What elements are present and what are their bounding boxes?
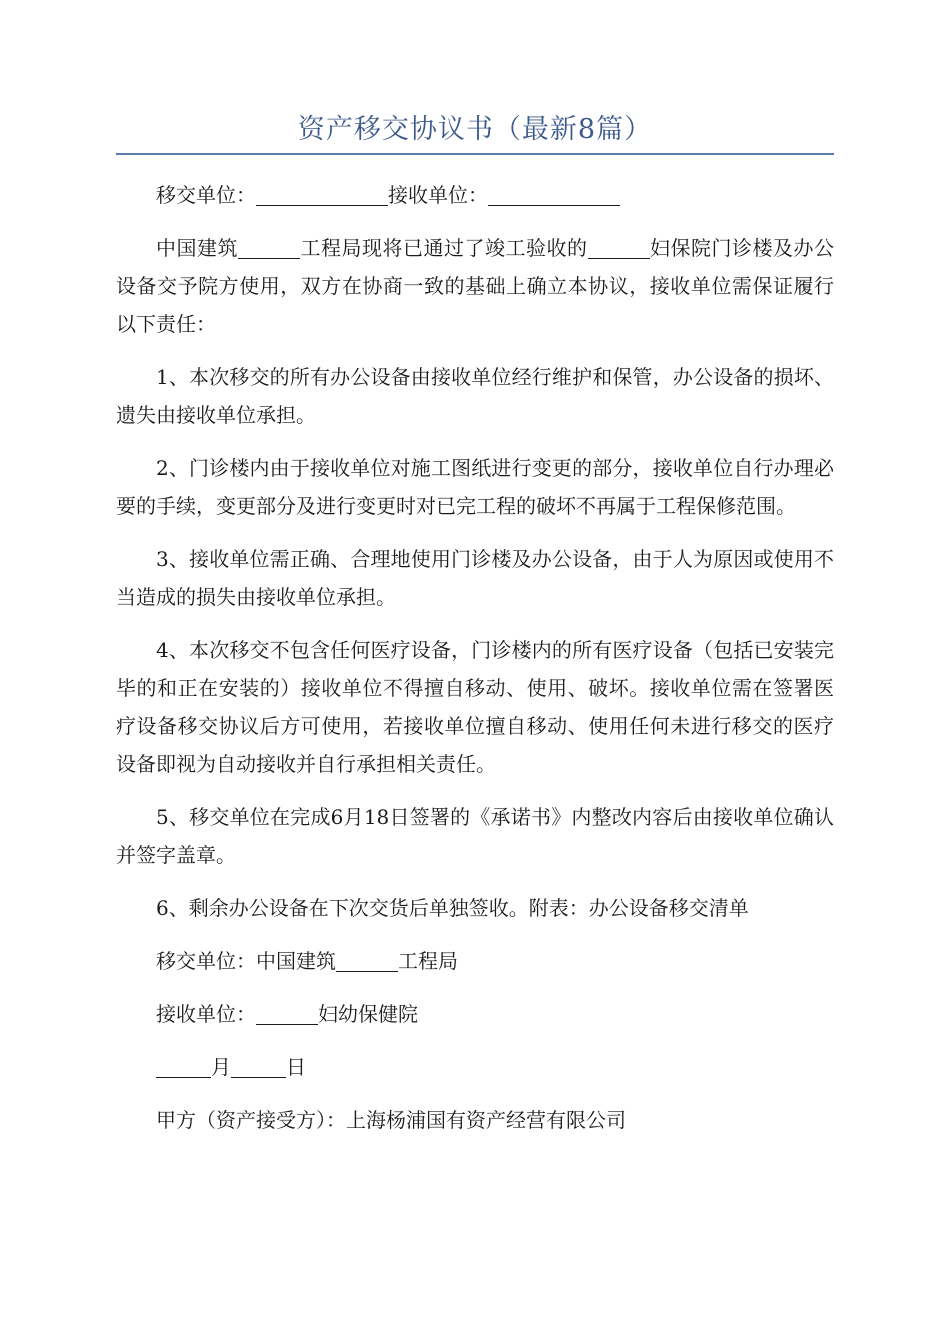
intro-paragraph bbox=[116, 229, 834, 343]
title-underline bbox=[116, 153, 834, 155]
header-line bbox=[116, 176, 834, 214]
transfer-unit-blank bbox=[256, 183, 388, 206]
party-a-line: 甲方（资产接受方）：上海杨浦国有资产经营有限公司 bbox=[156, 1108, 626, 1132]
clause-4: 4、本次移交不包含任何医疗设备，门诊楼内的所有医疗设备（包括已安装完毕的和正在安装的）接收单位不得擅自移动、使用、破坏。接收单位需在签署医疗设备移交协议后方可使用，若接收单位擅自移动、使用任何未进行移交的医疗设备即视为自动接收并自行承担相关责任。 bbox=[116, 638, 834, 776]
signoff-transfer-suffix: 工程局 bbox=[398, 949, 458, 973]
day-blank bbox=[231, 1055, 286, 1078]
signoff-date bbox=[116, 1048, 834, 1086]
signoff-receive-suffix: 妇幼保健院 bbox=[318, 1002, 418, 1026]
receive-unit-label: 接收单位： bbox=[388, 183, 488, 207]
month-label: 月 bbox=[211, 1055, 231, 1079]
clause-1: 1、本次移交的所有办公设备由接收单位经行维护和保管，办公设备的损坏、遗失由接收单位承担。 bbox=[116, 365, 834, 427]
signoff-receive-unit bbox=[116, 995, 834, 1033]
transfer-unit-label: 移交单位： bbox=[156, 183, 256, 207]
clause-6: 6、剩余办公设备在下次交货后单独签收。附表：办公设备移交清单 bbox=[156, 896, 749, 920]
intro-part-1: 中国建筑 bbox=[156, 236, 238, 260]
document-title: 资产移交协议书（最新8篇） bbox=[297, 114, 653, 145]
document-body bbox=[116, 176, 834, 1154]
signoff-receive-prefix: 接收单位： bbox=[156, 1002, 256, 1026]
intro-part-3: 妇保院门诊楼及办公设备交予院方使用，双方在协商一致的基础上确立本协议，接收单位需保证履行以下责任： bbox=[116, 236, 834, 336]
hospital-blank bbox=[588, 236, 650, 259]
signoff-bureau-blank bbox=[336, 949, 398, 972]
intro-part-2: 工程局现将已通过了竣工验收的 bbox=[300, 236, 588, 260]
signoff-transfer-unit bbox=[116, 942, 834, 980]
month-blank bbox=[156, 1055, 211, 1078]
receive-unit-blank bbox=[488, 183, 620, 206]
signoff-transfer-prefix: 移交单位：中国建筑 bbox=[156, 949, 336, 973]
clause-5: 5、移交单位在完成6月18日签署的《承诺书》内整改内容后由接收单位确认并签字盖章。 bbox=[116, 805, 834, 867]
signoff-hospital-blank bbox=[256, 1002, 318, 1025]
clause-3: 3、接收单位需正确、合理地使用门诊楼及办公设备，由于人为原因或使用不当造成的损失由接收单位承担。 bbox=[116, 547, 834, 609]
bureau-blank bbox=[238, 236, 300, 259]
clause-2: 2、门诊楼内由于接收单位对施工图纸进行变更的部分，接收单位自行办理必要的手续，变更部分及进行变更时对已完工程的破坏不再属于工程保修范围。 bbox=[116, 456, 834, 518]
day-label: 日 bbox=[286, 1055, 306, 1079]
